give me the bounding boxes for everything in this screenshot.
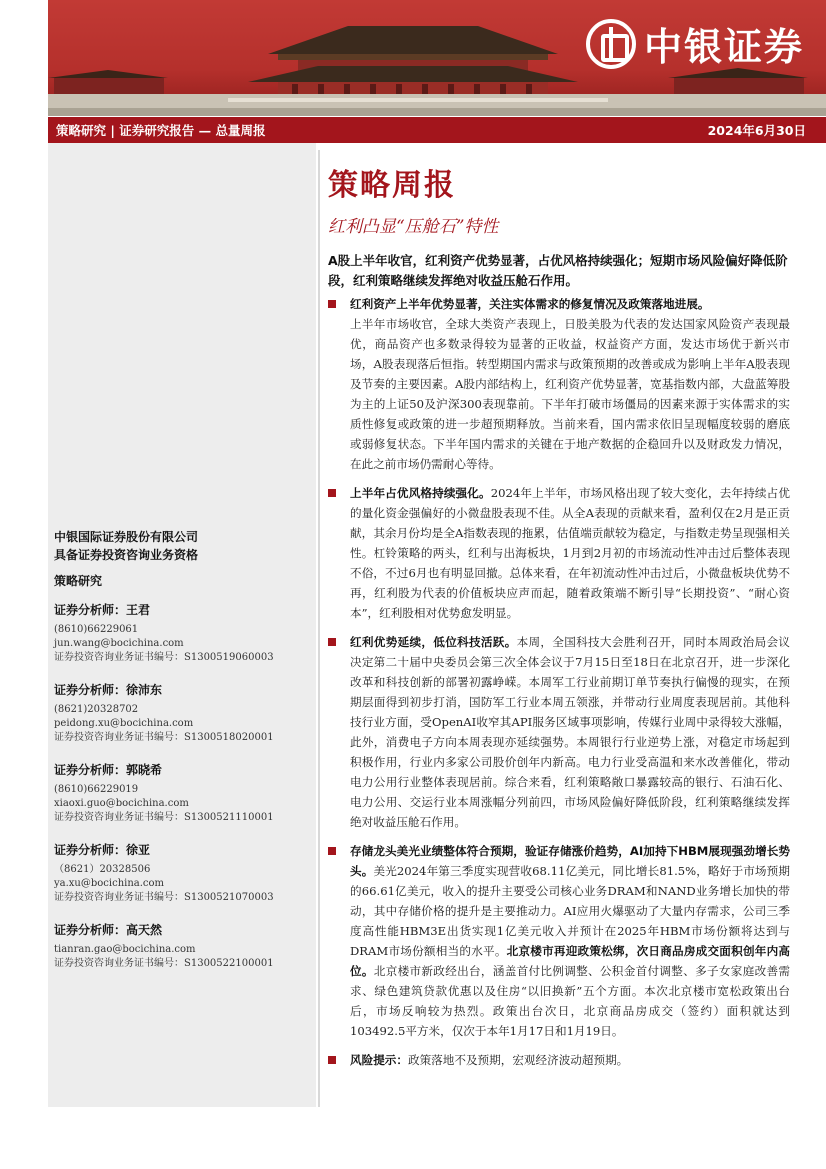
analyst-sidebar bbox=[48, 143, 316, 1107]
key-point-body: 本周，全国科技大会胜利召开，同时本周政治局会议决定第二十届中央委员会第三次全体会议于7月15日至18日在北京召开，进一步深化改革和科技创新的部署初露峥嵘。本周军工行业前期订单节奏执行偏慢的现实，在预期层面得到初步打消，国防军工行业本周五领涨，并带动行业周度表现居前。其他科技行业方面，受OpenAI收窄其API服务区域事项影响，传媒行业周中录得较大涨幅，此外，消费电子方向本周表现亦延续强势。本周银行行业逆势上涨，对稳定市场起到积极作用，行业内多家公司股价创年内新高。电力行业受高温和来水改善催化，带动电力公用行业整体表现居前。综合来看，红利策略敞口暴露较高的银行、石油石化、电力公用、交运行业本周涨幅分列前四，市场风险偏好降低阶段，红利策略继续发挥绝对收益压舱石作用。 bbox=[350, 635, 790, 829]
key-point bbox=[328, 632, 790, 832]
bullet-square-icon bbox=[328, 300, 336, 308]
bullet-square-icon bbox=[328, 1056, 336, 1064]
analyst-email[interactable]: jun.wang@bocichina.com bbox=[54, 638, 184, 649]
analyst-cert: 证券投资咨询业务证书编号：S1300518020001 bbox=[54, 732, 274, 743]
key-point-heading: 红利资产上半年优势显著，关注实体需求的修复情况及政策落地进展。 bbox=[350, 297, 710, 311]
analyst-phone: (8610)66229061 bbox=[54, 624, 139, 635]
analyst-card bbox=[54, 681, 312, 745]
risk-body: 政策落地不及预期，宏观经济波动超预期。 bbox=[407, 1053, 629, 1067]
analyst-name: 证券分析师：徐沛东 bbox=[54, 683, 163, 697]
report-date: 2024年6月30日 bbox=[707, 123, 806, 138]
department: 策略研究 bbox=[54, 574, 103, 588]
firm-qualification: 具备证券投资咨询业务资格 bbox=[54, 548, 199, 562]
key-point bbox=[328, 483, 790, 623]
key-points bbox=[328, 294, 790, 1079]
bullet-square-icon bbox=[328, 489, 336, 497]
key-point-body-2: 北京楼市新政经出台，涵盖首付比例调整、公积金首付调整、多子女家庭改善需求、绿色建筑贷款优惠以及住房“以旧换新”五个方面。本次北京楼市宽松政策出台后，市场反响较为热烈。政策出台次日，北京商品房成交（签约）面积就达到103492.5平方米，仅次于本年1月17日和1月19日。 bbox=[350, 964, 790, 1038]
key-point-heading: 上半年占优风格持续强化。 bbox=[350, 486, 491, 500]
analyst-card bbox=[54, 761, 312, 825]
key-point-body: 上半年市场收官，全球大类资产表现上，日股美股为代表的发达国家风险资产表现最优，商品资产也多数录得较为显著的正收益，权益资产方面，发达市场优于新兴市场，A股表现落后恒指。转型期国内需求与政策预期的改善或成为影响上半年A股表现及节奏的主要因素。A股内部结构上，红利资产优势显著，宽基指数内部，大盘蓝筹股为主的上证50及沪深300表现靠前。下半年打破市场僵局的因素来源于实体需求的实质性修复或政策的进一步超预期释放。当前来看，国内需求依旧呈现幅度较弱的磨底或弱修复状态。下半年国内需求的关键在于地产数据的企稳回升以及财政发力情况，在此之前市场仍需耐心等待。 bbox=[350, 317, 790, 471]
key-point bbox=[328, 841, 790, 1041]
analyst-email[interactable]: xiaoxi.guo@bocichina.com bbox=[54, 798, 189, 809]
key-point-heading: 红利优势延续，低位科技活跃。 bbox=[350, 635, 517, 649]
analyst-cert: 证券投资咨询业务证书编号：S1300519060003 bbox=[54, 652, 274, 663]
brand-name: 中银证券 bbox=[643, 25, 804, 69]
report-subtitle: 红利凸显“压舱石”特性 bbox=[328, 217, 499, 237]
analyst-cert: 证券投资咨询业务证书编号：S1300522100001 bbox=[54, 958, 274, 969]
key-point-subheading: 北京楼市再迎政策松绑，次日商品房成交面积创年内高位。 bbox=[350, 944, 790, 978]
analyst-name: 证券分析师：郭晓希 bbox=[54, 763, 163, 777]
key-point-heading: 存储龙头美光业绩整体符合预期，验证存储涨价趋势，AI加持下HBM展现强劲增长势头。 bbox=[350, 844, 790, 878]
analyst-card bbox=[54, 601, 312, 665]
boc-logo-icon bbox=[586, 19, 636, 69]
analyst-phone: (8610)66229019 bbox=[54, 784, 139, 795]
risk-heading: 风险提示： bbox=[350, 1053, 408, 1067]
analyst-name: 证券分析师：王君 bbox=[54, 603, 151, 617]
risk-note bbox=[328, 1050, 790, 1070]
bullet-square-icon bbox=[328, 638, 336, 646]
report-category: 策略研究 | 证券研究报告 — 总量周报 bbox=[56, 123, 266, 138]
column-divider bbox=[318, 150, 320, 1107]
analyst-cert: 证券投资咨询业务证书编号：S1300521070003 bbox=[54, 892, 274, 903]
analyst-email[interactable]: peidong.xu@bocichina.com bbox=[54, 718, 194, 729]
analyst-phone: （8621）20328506 bbox=[54, 864, 151, 875]
analyst-name: 证券分析师：徐亚 bbox=[54, 843, 151, 857]
key-point-body: 美光2024年第三季度实现营收68.11亿美元，同比增长81.5%，略好于市场预期的66.61亿美元，收入的提升主要受公司核心业务DRAM和NAND业务增长加快的带动，其中存储价格的提升是主要推动力。AI应用火爆驱动了大量内存需求，公司三季度高性能HBM3E出货实现1亿美元收入并预计在2025年HBM市场份额将达到与DRAM市场份额相当的水平。 bbox=[350, 864, 790, 958]
header-banner bbox=[48, 0, 826, 116]
analyst-phone: (8621)20328702 bbox=[54, 704, 139, 715]
key-point bbox=[328, 294, 790, 474]
report-lead: A股上半年收官，红利资产优势显著，占优风格持续强化；短期市场风险偏好降低阶段，红利策略继续发挥绝对收益压舱石作用。 bbox=[328, 253, 788, 288]
key-point-body: 2024年上半年，市场风格出现了较大变化，去年持续占优的量化资金强偏好的小微盘股表现不佳。从全A表现的贡献来看，盈利仅在2月是正贡献，其余月份均是全A指数表现的拖累，估值端贡献较为稳定，与指数走势呈现强相关性。杠铃策略的两头，红利与出海板块，1月到2月初的市场流动性冲击过后整体表现不俗，不过6月也有明显回撤。总体来看，在年初流动性冲击过后，小微盘板块优势不再，红利股为代表的价值板块应声而起，随着政策端不断引导“长期投资”、“耐心资本”，红利股相对优势愈发明显。 bbox=[350, 486, 790, 620]
firm-name: 中银国际证券股份有限公司 bbox=[54, 530, 199, 544]
sidebar-content bbox=[54, 528, 312, 987]
analyst-email[interactable]: tianran.gao@bocichina.com bbox=[54, 944, 196, 955]
report-category-bar bbox=[48, 117, 826, 143]
report-title: 策略周报 bbox=[328, 168, 456, 203]
analyst-name: 证券分析师：高天然 bbox=[54, 923, 163, 937]
bullet-square-icon bbox=[328, 847, 336, 855]
analyst-cert: 证券投资咨询业务证书编号：S1300521110001 bbox=[54, 812, 274, 823]
analyst-card bbox=[54, 921, 312, 971]
analyst-email[interactable]: ya.xu@bocichina.com bbox=[54, 878, 165, 889]
brand-logo bbox=[586, 16, 804, 71]
analyst-card bbox=[54, 841, 312, 905]
